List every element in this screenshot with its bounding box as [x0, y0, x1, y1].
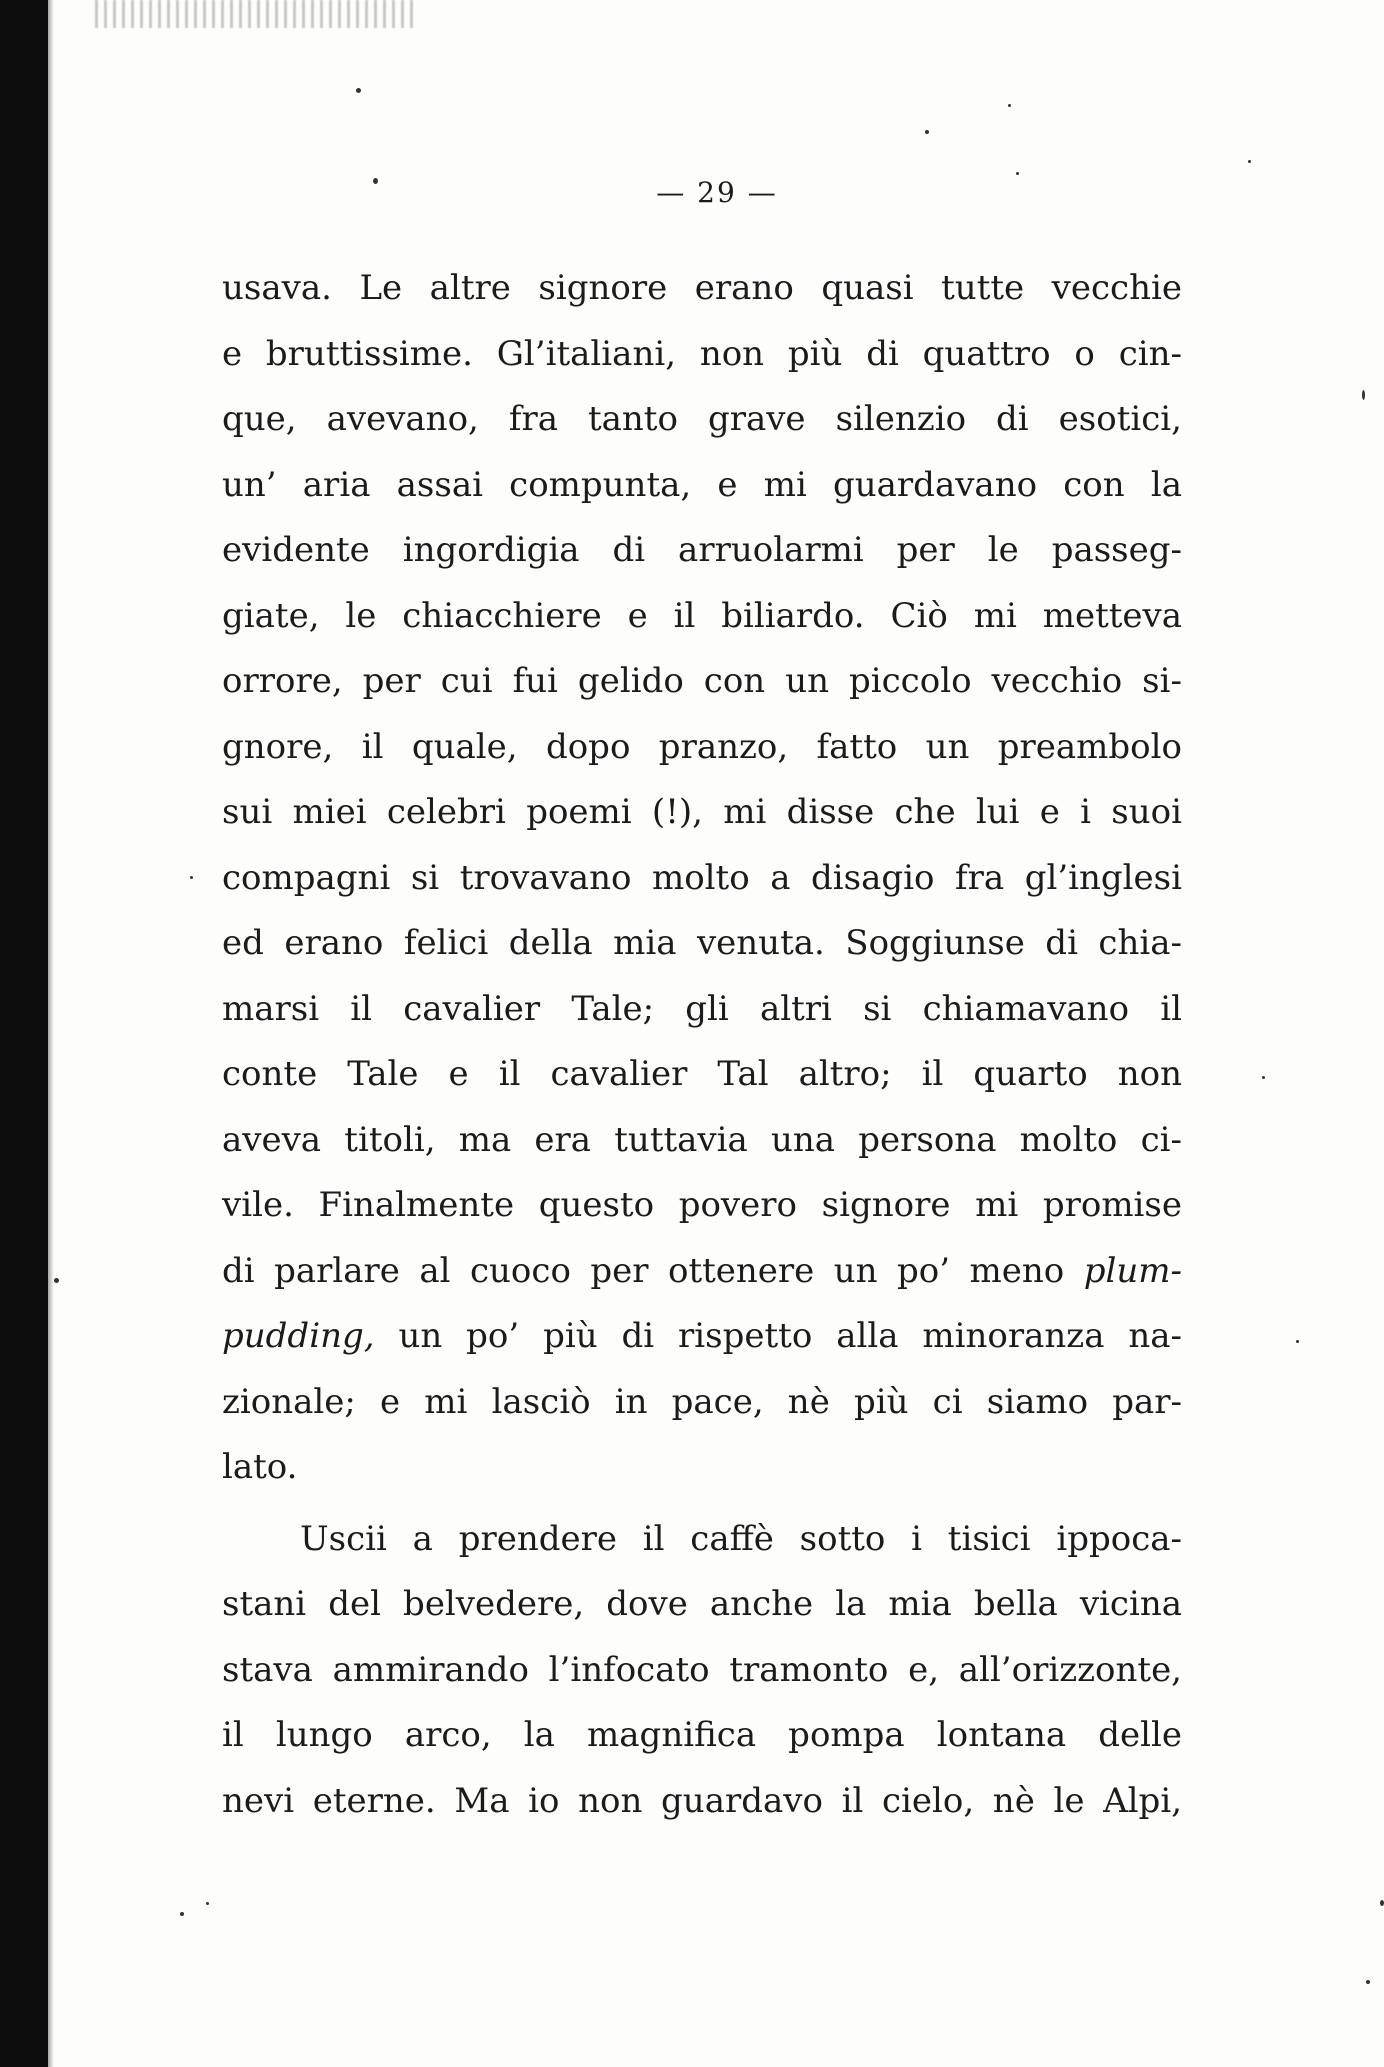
scan-smudge	[95, 0, 415, 28]
text-segment: un po’ più di rispetto alla minoranza na-	[398, 1316, 1183, 1356]
text-line: marsi il cavalier Tale; gli altri si chiamavano il	[222, 988, 1182, 1029]
text-line: evidente ingordigia di arruolarmi per le passeg-	[222, 530, 1182, 570]
text-line-mixed	[222, 1304, 1182, 1370]
text-line: compagni si trovavano molto a disagio fra gl’inglesi	[222, 857, 1182, 898]
body-text	[222, 256, 1182, 1834]
text-line: stani del belvedere, dove anche la mia bella vicina	[222, 1584, 1182, 1624]
scan-speck	[1380, 1900, 1384, 1906]
text-line: que, avevano, fra tanto grave silenzio di esotici,	[222, 399, 1182, 439]
text-line: vile. Finalmente questo povero signore mi promise	[222, 1185, 1182, 1225]
text-line: zionale; e mi lasciò in pace, nè più ci siamo par-	[222, 1381, 1182, 1422]
scan-speck	[54, 1278, 59, 1283]
text-line: un’ aria assai compunta, e mi guardavano con la	[222, 464, 1182, 505]
scan-speck	[1296, 1340, 1299, 1343]
scan-speck	[190, 876, 193, 879]
scan-speck	[925, 130, 929, 134]
italic-word: pudding,	[222, 1316, 375, 1356]
scan-speck	[1366, 1980, 1370, 1984]
text-line: Uscii a prendere il caffè sotto i tisici ippoca-	[300, 1518, 1182, 1559]
scan-speck	[1016, 172, 1019, 175]
text-line: giate, le chiacchiere e il biliardo. Ciò mi metteva	[222, 595, 1182, 636]
text-line: orrore, per cui fui gelido con un piccolo vecchio si-	[222, 661, 1182, 701]
scan-speck	[1262, 1076, 1265, 1079]
text-line: ed erano felici della mia venuta. Soggiunse di chia-	[222, 923, 1182, 963]
text-line-mixed	[222, 1239, 1182, 1305]
italic-word: plum-	[1083, 1250, 1182, 1291]
text-line: e bruttissime. Gl’italiani, non più di quattro o cin-	[222, 333, 1182, 374]
text-line: lato.	[222, 1447, 298, 1487]
text-line: aveva titoli, ma era tuttavia una persona molto ci-	[222, 1119, 1182, 1160]
text-line: gnore, il quale, dopo pranzo, fatto un preambolo	[222, 726, 1182, 767]
page-number: — 29 —	[656, 176, 778, 209]
scan-speck	[206, 1902, 209, 1905]
scan-speck	[180, 1912, 184, 1916]
text-line: conte Tale e il cavalier Tal altro; il quarto non	[222, 1054, 1182, 1094]
text-line: il lungo arco, la magnifica pompa lontana delle	[222, 1715, 1182, 1755]
scan-speck	[1008, 104, 1011, 107]
scan-speck	[1362, 390, 1365, 400]
scan-speck	[1248, 160, 1251, 163]
text-segment: di parlare al cuoco per ottenere un po’ meno	[222, 1250, 1065, 1291]
text-line: stava ammirando l’infocato tramonto e, all’orizzonte,	[222, 1649, 1182, 1690]
text-line: nevi eterne. Ma io non guardavo il cielo, nè le Alpi,	[222, 1780, 1182, 1821]
text-line: sui miei celebri poemi (!), mi disse che lui e i suoi	[222, 792, 1182, 832]
text-line: usava. Le altre signore erano quasi tutte vecchie	[222, 268, 1182, 308]
scan-speck	[356, 88, 361, 93]
book-binding-edge	[0, 0, 48, 2067]
